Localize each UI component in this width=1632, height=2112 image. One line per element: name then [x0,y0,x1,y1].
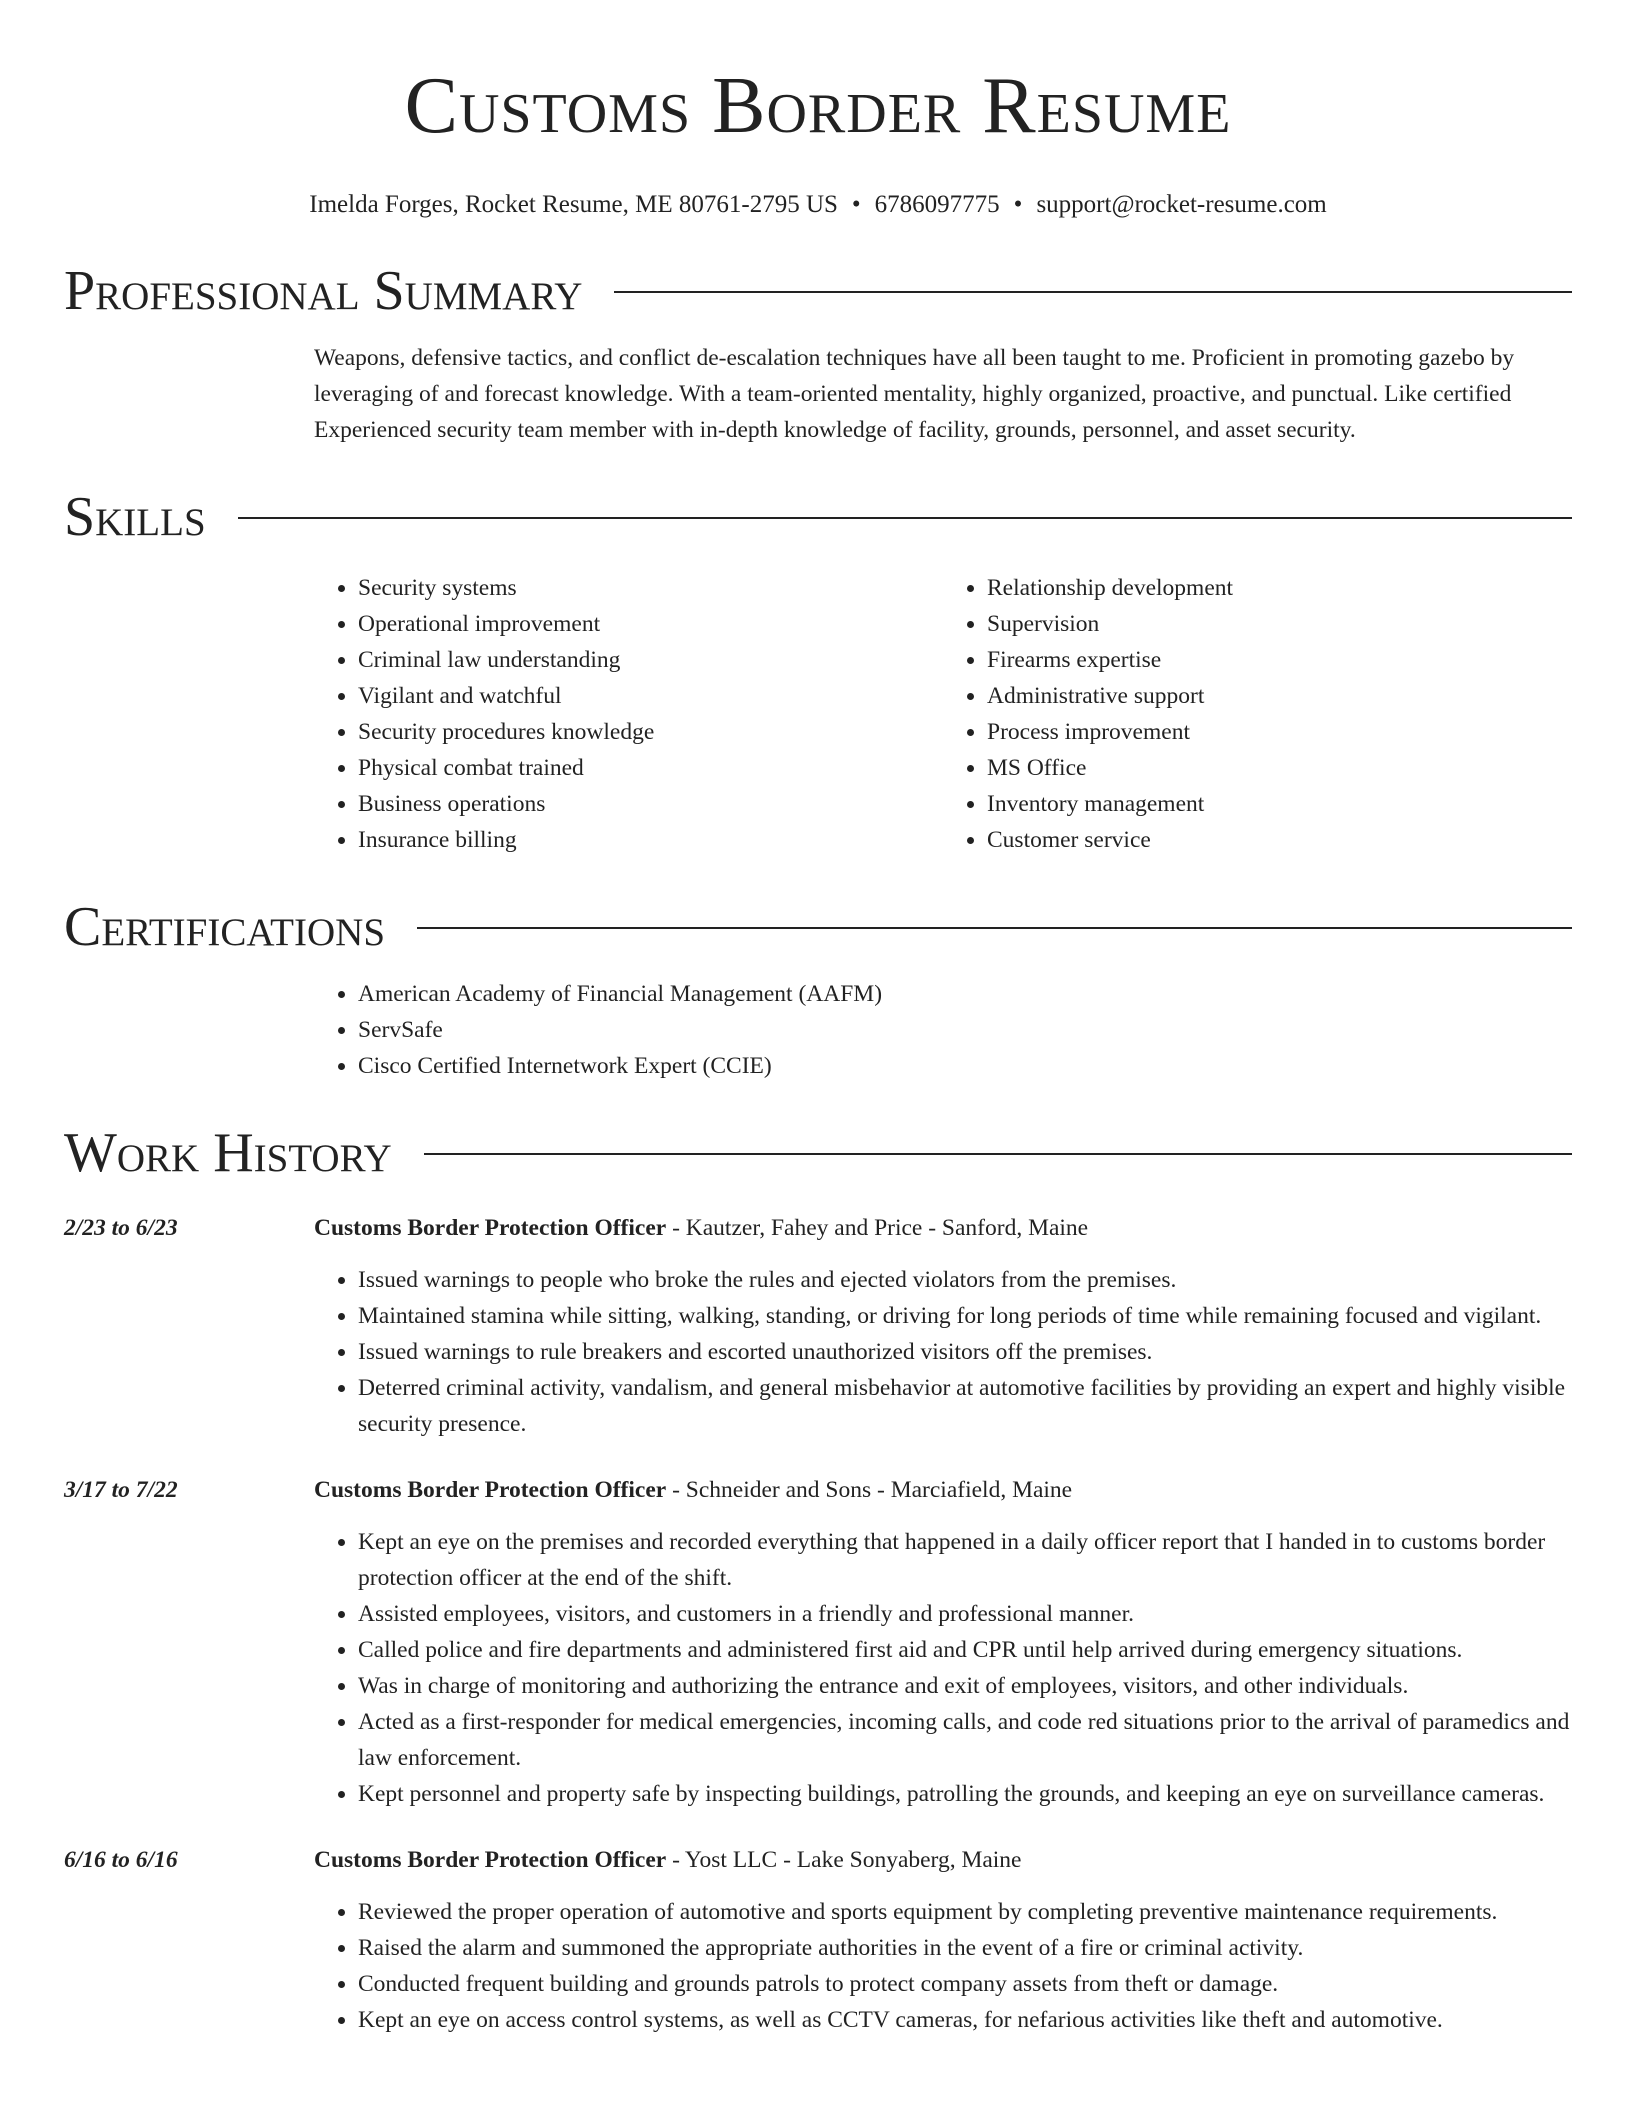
skills-heading: Skills [64,486,206,548]
job-role: Customs Border Protection Officer [314,1847,667,1873]
job-entry [64,1210,1572,1442]
resume-page [64,0,1572,2038]
skills-columns [314,570,1572,858]
certifications-list [314,976,1572,1084]
skill-item: • Supervision [987,606,1572,642]
skills-list-right [943,570,1572,858]
contact-email[interactable]: support@rocket-resume.com [1036,191,1327,218]
job-duty: • Reviewed the proper operation of automotive and sports equipment by completing preventive maintenance requirements. [358,1894,1572,1930]
contact-address: Imelda Forges, Rocket Resume, ME 80761-2795 US [309,191,838,218]
job-duty: • Kept an eye on the premises and recorded everything that happened in a daily officer report that I handed in to customs border protection officer at the end of the shift. [358,1524,1572,1596]
job-role: Customs Border Protection Officer [314,1477,667,1503]
job-body [314,1210,1572,1442]
section-divider [424,1153,1572,1155]
certification-item: • American Academy of Financial Management (AAFM) [358,976,1572,1012]
job-duty: • Assisted employees, visitors, and customers in a friendly and professional manner. [358,1596,1572,1632]
job-heading [314,1472,1572,1508]
work-history-heading: Work History [64,1122,392,1184]
summary-heading: Professional Summary [64,260,583,322]
job-duty: • Acted as a first-responder for medical emergencies, incoming calls, and code red situations prior to the arrival of paramedics and law enforcement. [358,1704,1572,1776]
skill-item: • Business operations [358,786,943,822]
job-duty: • Kept personnel and property safe by inspecting buildings, patrolling the grounds, and keeping an eye on surveillance cameras. [358,1776,1572,1812]
skill-item: • Customer service [987,822,1572,858]
skill-item: • Operational improvement [358,606,943,642]
job-duties [314,1894,1572,2038]
skill-item: • Administrative support [987,678,1572,714]
certification-item: • ServSafe [358,1012,1572,1048]
job-duty: • Deterred criminal activity, vandalism, and general misbehavior at automotive facilities by providing an expert and highly visible security presence. [358,1370,1572,1442]
job-body [314,1472,1572,1812]
contact-separator: • [851,191,861,218]
section-divider [238,517,1572,519]
certification-item: • Cisco Certified Internetwork Expert (CCIE) [358,1048,1572,1084]
job-heading [314,1210,1572,1246]
job-duties [314,1262,1572,1442]
job-entry [64,1472,1572,1812]
skills-list-left [314,570,943,858]
work-history-section-header [64,1120,1572,1186]
job-dates: 6/16 to 6/16 [64,1847,178,1873]
skill-item: • Relationship development [987,570,1572,606]
contact-line [64,188,1572,222]
job-dates: 2/23 to 6/23 [64,1215,178,1241]
job-duty: • Raised the alarm and summoned the appropriate authorities in the event of a fire or criminal activity. [358,1930,1572,1966]
job-role: Customs Border Protection Officer [314,1215,667,1241]
job-duty: • Called police and fire departments and administered first aid and CPR until help arrived during emergency situations. [358,1632,1572,1668]
skill-item: • Firearms expertise [987,642,1572,678]
job-duty: • Was in charge of monitoring and authorizing the entrance and exit of employees, visitors, and other individuals. [358,1668,1572,1704]
summary-text: Weapons, defensive tactics, and conflict de-escalation techniques have all been taught to me. Proficient in promoting gazebo by leveraging of and forecast knowledge. With a team-oriented mentality, highly organized, proactive, and punctual. Like certified Experienced security team member with in-depth knowledge of facility, grounds, personnel, and asset security. [314,345,1515,443]
skill-item: • MS Office [987,750,1572,786]
job-duty: • Kept an eye on access control systems, as well as CCTV cameras, for nefarious activities like theft and automotive. [358,2002,1572,2038]
skill-item: • Vigilant and watchful [358,678,943,714]
job-employer: - Kautzer, Fahey and Price - Sanford, Maine [666,1215,1089,1241]
skill-item: • Security procedures knowledge [358,714,943,750]
skill-item: • Criminal law understanding [358,642,943,678]
certifications-section-header [64,894,1572,960]
skills-section-header [64,484,1572,550]
skill-item: • Security systems [358,570,943,606]
job-duty: • Issued warnings to rule breakers and escorted unauthorized visitors off the premises. [358,1334,1572,1370]
certifications-heading: Certifications [64,896,386,958]
resume-title: Customs Border Resume [404,62,1232,150]
skill-item: • Inventory management [987,786,1572,822]
job-heading [314,1842,1572,1878]
summary-section-header [64,258,1572,324]
contact-separator: • [1013,191,1023,218]
skill-item: • Process improvement [987,714,1572,750]
job-employer: - Yost LLC - Lake Sonyaberg, Maine [666,1847,1022,1873]
skill-item: • Physical combat trained [358,750,943,786]
job-employer: - Schneider and Sons - Marciafield, Maine [666,1477,1073,1503]
job-duty: • Conducted frequent building and grounds patrols to protect company assets from theft or damage. [358,1966,1572,2002]
section-divider [614,291,1572,293]
section-divider [417,927,1572,929]
job-dates: 3/17 to 7/22 [64,1477,178,1503]
job-duty: • Issued warnings to people who broke the rules and ejected violators from the premises. [358,1262,1572,1298]
contact-phone: 6786097775 [874,191,1000,218]
job-duties [314,1524,1572,1812]
skill-item: • Insurance billing [358,822,943,858]
job-duty: • Maintained stamina while sitting, walking, standing, or driving for long periods of time while remaining focused and vigilant. [358,1298,1572,1334]
job-entry [64,1842,1572,2038]
job-body [314,1842,1572,2038]
